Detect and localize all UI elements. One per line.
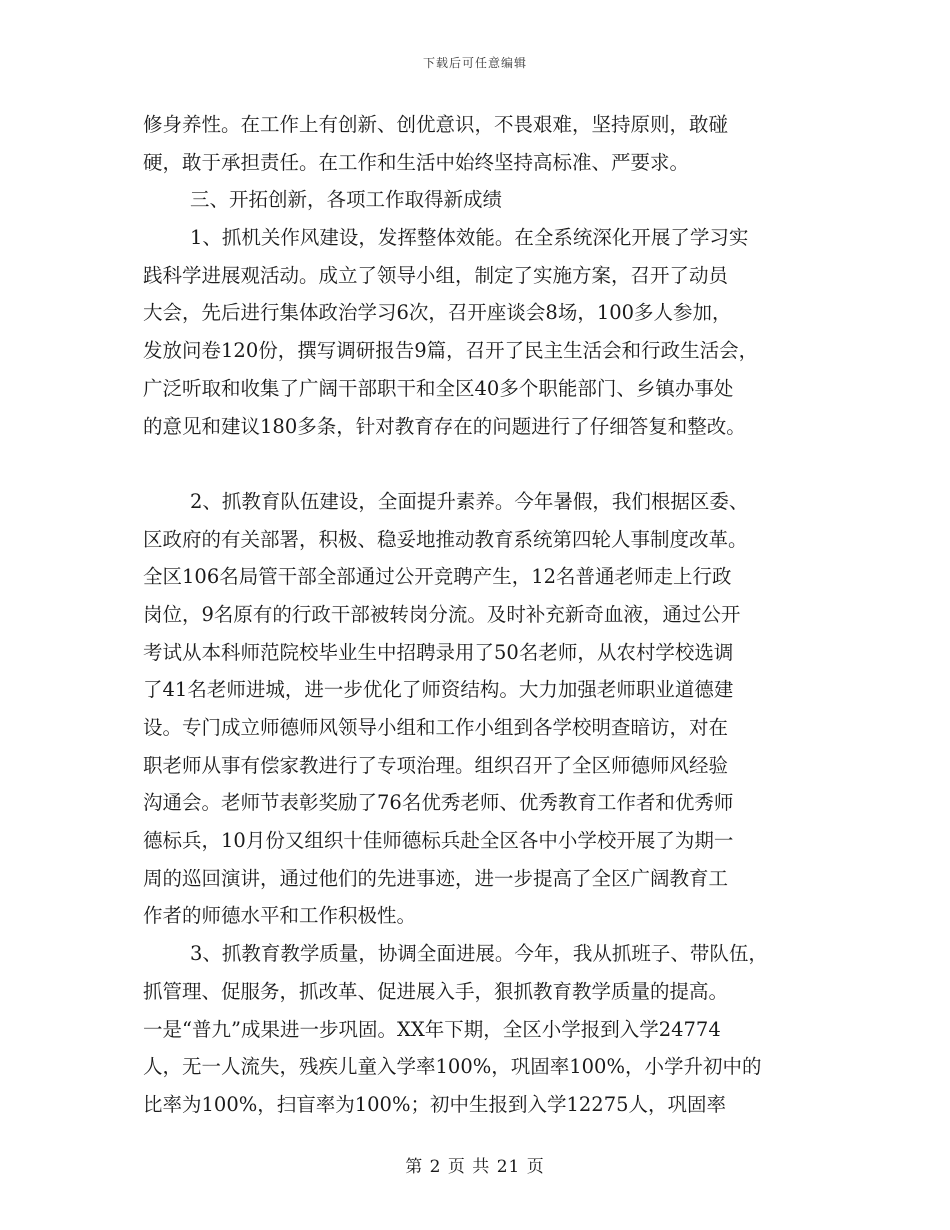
text-line: 人，无一人流失，残疾儿童入学率100%，巩固率100%，小学升初中的 xyxy=(143,1055,762,1079)
page-footer: 第 2 页 共 21 页 xyxy=(405,1157,545,1177)
text-line: 比率为100%，扫盲率为100%；初中生报到入学12275人，巩固率 xyxy=(143,1092,727,1116)
text-line: 2、抓教育队伍建设，全面提升素养。今年暑假，我们根据区委、 xyxy=(190,489,749,513)
document-body xyxy=(143,106,813,1124)
text-line: 三、开拓创新，各项工作取得新成绩 xyxy=(190,188,503,212)
text-line: 的意见和建议180多条，针对教育存在的问题进行了仔细答复和整改。 xyxy=(143,414,746,438)
text-line: 广泛听取和收集了广阔干部职干和全区40多个职能部门、乡镇办事处 xyxy=(143,376,734,400)
text-line: 硬，敢于承担责任。在工作和生活中始终坚持高标准、严要求。 xyxy=(143,150,690,174)
text-line: 大会，先后进行集体政治学习6次，召开座谈会8场，100多人参加， xyxy=(143,301,732,325)
text-line: 1、抓机关作风建设，发挥整体效能。在全系统深化开展了学习实 xyxy=(190,226,749,250)
text-line: 全区106名局管干部全部通过公开竞聘产生，12名普通老师走上行政 xyxy=(143,565,732,589)
text-line: 区政府的有关部署，积极、稳妥地推动教育系统第四轮人事制度改革。 xyxy=(143,527,748,551)
text-line: 沟通会。老师节表彰奖励了76名优秀老师、优秀教育工作者和优秀师 xyxy=(143,791,734,815)
page-header: 下载后可任意编辑 xyxy=(422,56,527,70)
text-line: 一是“普九”成果进一步巩固。XX年下期，全区小学报到入学24774 xyxy=(143,1017,721,1041)
text-line: 了41名老师进城，进一步优化了师资结构。大力加强老师职业道德建 xyxy=(143,678,734,702)
text-line: 德标兵，10月份又组织十佳师德标兵赴全区各中小学校开展了为期一 xyxy=(143,829,734,853)
text-line: 周的巡回演讲，通过他们的先进事迹，进一步提高了全区广阔教育工 xyxy=(143,866,729,890)
text-line: 践科学进展观活动。成立了领导小组，制定了实施方案，召开了动员 xyxy=(143,263,729,287)
text-line xyxy=(143,445,813,483)
text-line: 岗位，9名原有的行政干部被转岗分流。及时补充新奇血液，通过公开 xyxy=(143,602,741,626)
text-line: 发放问卷120份，撰写调研报告9篇，召开了民主生活会和行政生活会， xyxy=(143,339,759,363)
text-line: 3、抓教育教学质量，协调全面进展。今年，我从抓班子、带队伍， xyxy=(190,942,768,966)
text-line: 作者的师德水平和工作积极性。 xyxy=(143,904,417,928)
text-line: 抓管理、促服务，抓改革、促进展入手，狠抓教育教学质量的提高。 xyxy=(143,979,729,1003)
text-line: 职老师从事有偿家教进行了专项治理。组织召开了全区师德师风经验 xyxy=(143,753,729,777)
text-line: 修身养性。在工作上有创新、创优意识，不畏艰难，坚持原则，敢碰 xyxy=(143,113,729,136)
text-line: 考试从本科师范院校毕业生中招聘录用了50名老师，从农村学校选调 xyxy=(143,640,734,664)
text-line: 设。专门成立师德师风领导小组和工作小组到各学校明查暗访，对在 xyxy=(143,716,729,739)
